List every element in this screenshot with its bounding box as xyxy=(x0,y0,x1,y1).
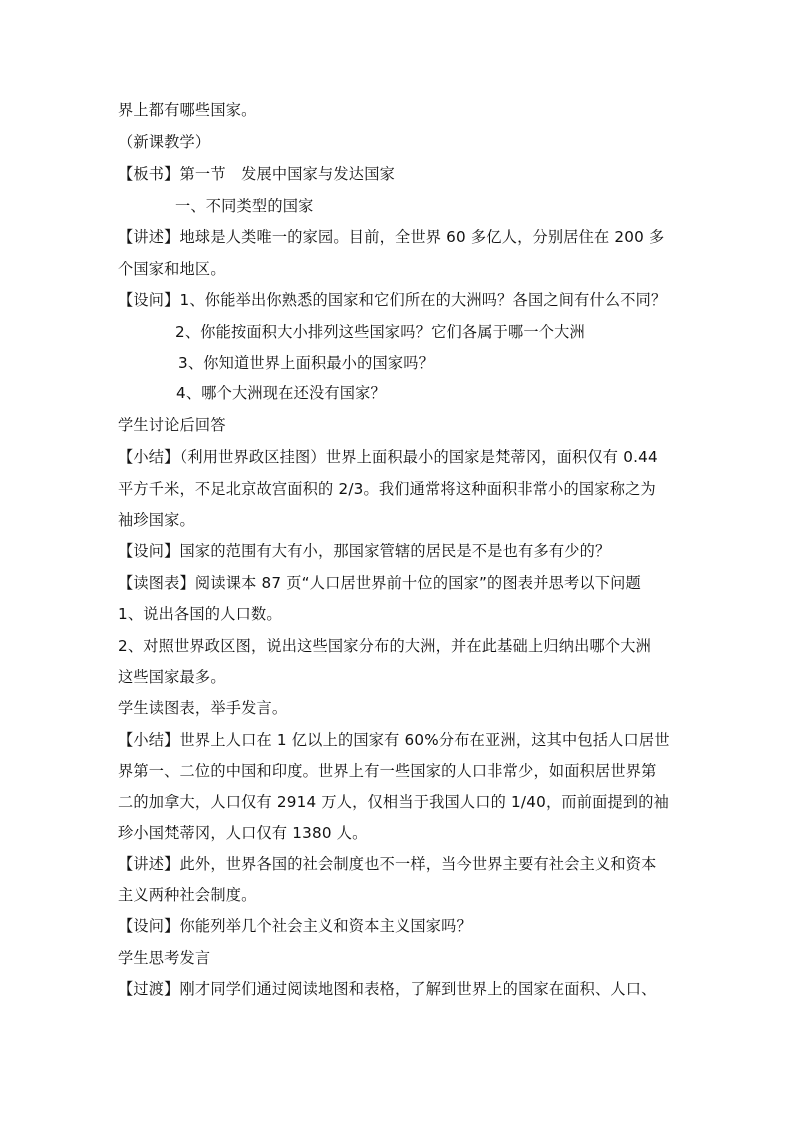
text-line: 学生思考发言 xyxy=(118,949,211,967)
question-line: 3、你知道世界上面积最小的国家吗？ xyxy=(178,354,435,372)
text-line: 界上都有哪些国家。 xyxy=(118,101,257,119)
question-line: 4、哪个大洲现在还没有国家？ xyxy=(176,384,386,402)
text-line: 平方千米，不足北京故宫面积的 2/3。我们通常将这种面积非常小的国家称之为 xyxy=(118,480,656,498)
text-line: 【小结】世界上人口在 1 亿以上的国家有 60%分布在亚洲，这其中包括人口居世 xyxy=(118,731,670,749)
list-item: 1、说出各国的人口数。 xyxy=(118,605,282,623)
text-line: 【过渡】刚才同学们通过阅读地图和表格，了解到世界上的国家在面积、人口、 xyxy=(118,980,657,998)
text-line: 学生读图表，举手发言。 xyxy=(118,699,288,717)
text-line: 主义两种社会制度。 xyxy=(118,886,257,904)
text-line: 【讲述】地球是人类唯一的家园。目前，全世界 60 多亿人，分别居住在 200 多 xyxy=(118,228,665,246)
question-line: 【设问】国家的范围有大有小，那国家管辖的居民是不是也有多有少的？ xyxy=(118,542,611,560)
question-line: 2、你能按面积大小排列这些国家吗？它们各属于哪一个大洲 xyxy=(175,323,585,341)
text-line: 袖珍国家。 xyxy=(118,511,195,529)
text-line: 二的加拿大，人口仅有 2914 万人，仅相当于我国人口的 1/40，而前面提到的袖 xyxy=(118,793,670,811)
text-line: 【小结】（利用世界政区挂图）世界上面积最小的国家是梵蒂冈，面积仅有 0.44 xyxy=(118,448,658,466)
list-item: 2、对照世界政区图，说出这些国家分布的大洲，并在此基础上归纳出哪个大洲 xyxy=(118,637,652,655)
text-line: （新课教学） xyxy=(118,133,211,151)
text-line: 【讲述】此外，世界各国的社会制度也不一样，当今世界主要有社会主义和资本 xyxy=(118,855,657,873)
subsection-heading: 一、不同类型的国家 xyxy=(175,197,314,215)
text-line: 【读图表】阅读课本 87 页“人口居世界前十位的国家”的图表并思考以下问题 xyxy=(118,574,641,592)
section-heading: 【板书】第一节 发展中国家与发达国家 xyxy=(118,165,395,183)
text-line: 界第一、二位的中国和印度。世界上有一些国家的人口非常少，如面积居世界第 xyxy=(118,762,657,780)
text-line: 个国家和地区。 xyxy=(118,260,226,278)
text-line: 这些国家最多。 xyxy=(118,668,226,686)
text-line: 学生讨论后回答 xyxy=(118,416,226,434)
text-line: 珍小国梵蒂冈，人口仅有 1380 人。 xyxy=(118,824,368,842)
question-line: 【设问】你能列举几个社会主义和资本主义国家吗？ xyxy=(118,917,472,935)
question-line: 【设问】1、你能举出你熟悉的国家和它们所在的大洲吗？各国之间有什么不同？ xyxy=(118,291,667,309)
